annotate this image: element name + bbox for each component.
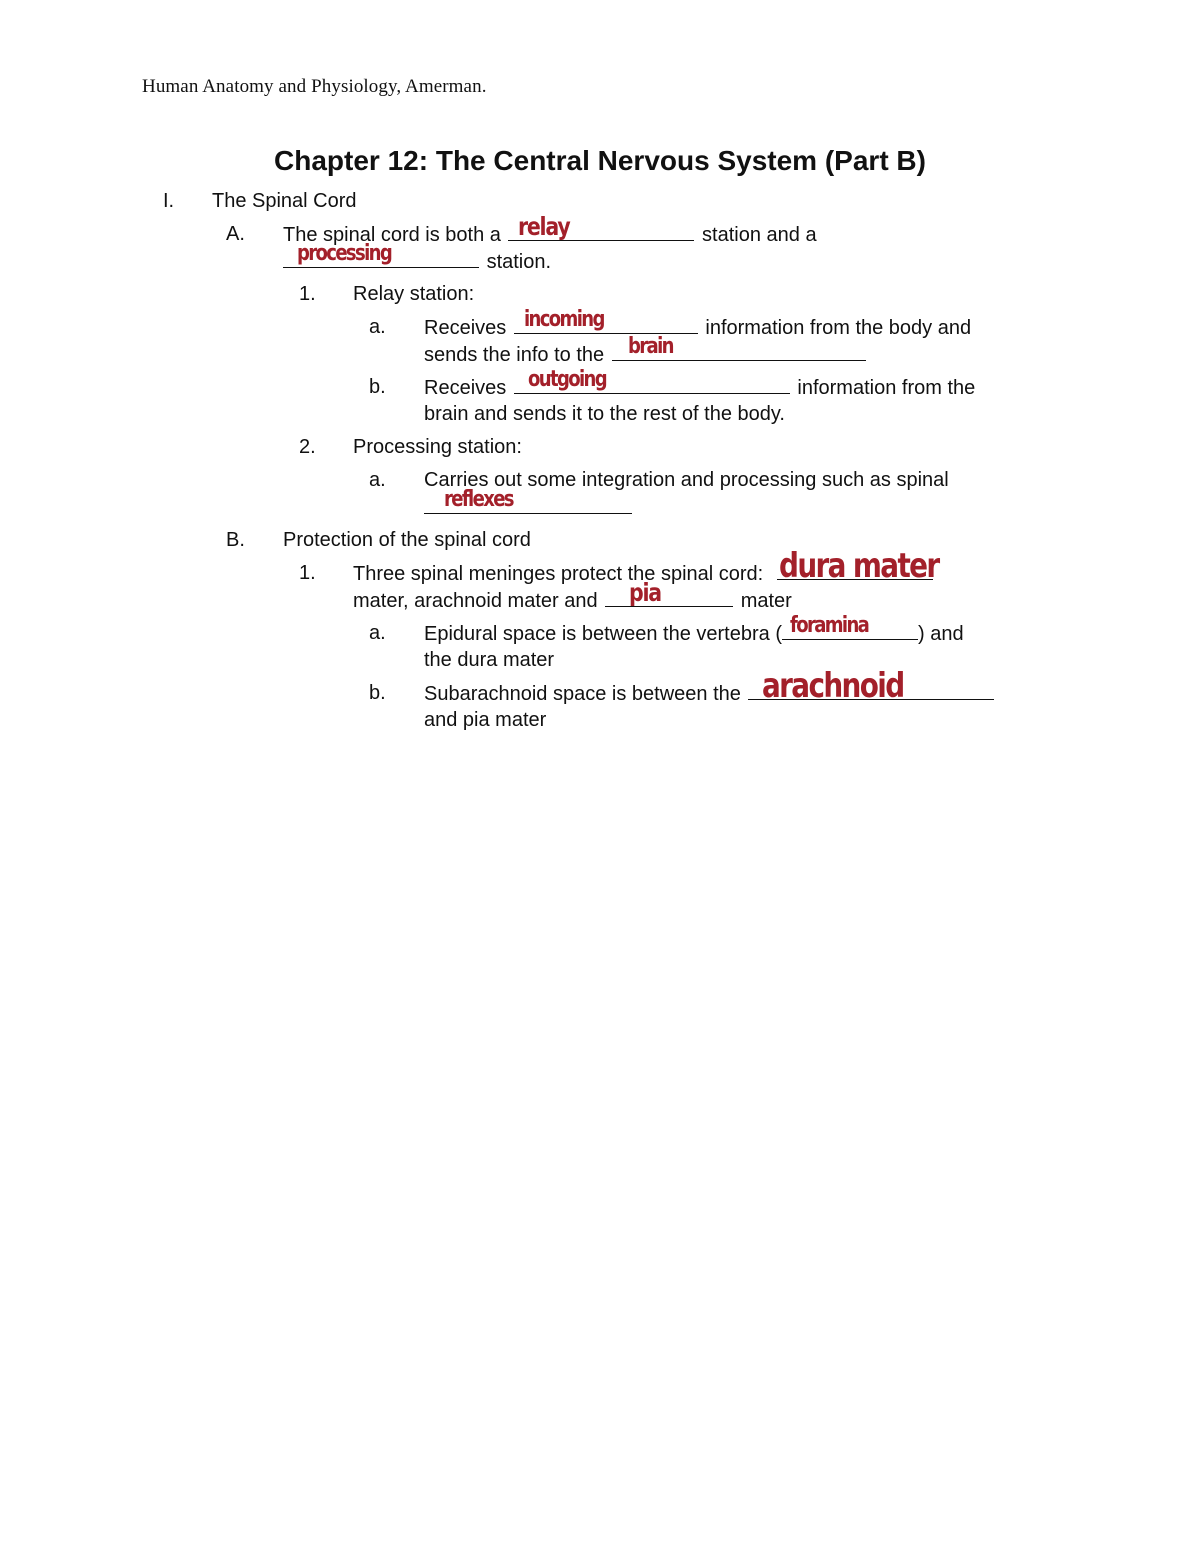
blank-processing[interactable] [283, 241, 479, 268]
item-A1a-line2 [424, 334, 868, 367]
item-A2a-line2 [424, 487, 634, 520]
item-B1b-text-pre: Subarachnoid space is between the [424, 683, 741, 705]
blank-reflexes[interactable] [424, 487, 632, 514]
blank-foramina[interactable] [782, 613, 918, 640]
answer-outgoing: outgoing [527, 367, 606, 392]
blank-incoming[interactable] [514, 307, 698, 334]
outline-marker-b: b. [369, 682, 386, 704]
item-A-text-mid: station and a [702, 224, 817, 246]
item-B1-text-l2a: mater, arachnoid mater and [353, 590, 598, 612]
blank-relay[interactable] [508, 212, 694, 241]
outline-marker-a: a. [369, 316, 386, 338]
item-B1a-line1 [424, 613, 964, 646]
item-A1b-text-post: information from the [797, 377, 976, 399]
answer-pia: pia [629, 578, 662, 607]
item-B1a-line2: the dura mater [424, 649, 555, 671]
item-A1a-text-post: information from the body and [705, 317, 972, 339]
outline-marker-I: I. [163, 190, 175, 212]
blank-arachnoid[interactable] [748, 666, 994, 706]
answer-brain: brain [627, 334, 673, 359]
answer-processing: processing [297, 241, 392, 266]
document-header: Human Anatomy and Physiology, Amerman. [142, 76, 487, 97]
answer-dura: dura mater [778, 546, 939, 586]
item-A-text-post: station. [486, 251, 552, 273]
answer-incoming: incoming [523, 307, 604, 332]
outline-marker-1: 1. [299, 562, 316, 584]
section-spinal-cord: The Spinal Cord [212, 190, 357, 212]
blank-pia[interactable] [605, 578, 733, 607]
item-B1b-line1 [424, 666, 996, 706]
item-B1a-text-pre: Epidural space is between the vertebra ( [424, 623, 782, 645]
item-A2: Processing station: [353, 436, 522, 458]
item-A1b-line1 [424, 367, 976, 400]
outline-marker-A: A. [226, 223, 245, 245]
outline-marker-b: b. [369, 376, 386, 398]
outline-marker-2: 2. [299, 436, 316, 458]
item-A-text-pre: The spinal cord is both a [283, 224, 501, 246]
blank-outgoing[interactable] [514, 367, 790, 394]
item-A1: Relay station: [353, 283, 475, 305]
item-A1a-text-pre: Receives [424, 317, 507, 339]
outline-marker-a: a. [369, 622, 386, 644]
item-A1a-line1 [424, 307, 972, 340]
item-A1b-line2: brain and sends it to the rest of the body. [424, 403, 785, 425]
item-A-line2 [283, 241, 552, 274]
blank-brain[interactable] [612, 334, 866, 361]
page-title: Chapter 12: The Central Nervous System (Part B) [274, 145, 926, 176]
item-A1b-text-pre: Receives [424, 377, 507, 399]
outline-marker-1: 1. [299, 283, 316, 305]
answer-arachnoid: arachnoid [762, 666, 904, 706]
item-B1-line2 [353, 578, 792, 613]
answer-reflexes: reflexes [444, 487, 513, 512]
item-B1a-text-post: ) and [917, 623, 964, 645]
answer-relay: relay [518, 212, 570, 241]
item-B1-text-pre: Three spinal meninges protect the spinal cord: [353, 563, 764, 585]
section-protection: Protection of the spinal cord [283, 529, 531, 551]
item-B1-text-l2b: mater [740, 590, 792, 612]
item-A2a-line1: Carries out some integration and processing such as spinal [424, 469, 949, 491]
item-B1b-line2: and pia mater [424, 709, 547, 731]
item-A1a-text-l2: sends the info to the [424, 344, 605, 366]
outline-marker-B: B. [226, 529, 245, 551]
outline-marker-a: a. [369, 469, 386, 491]
blank-dura[interactable] [777, 546, 939, 586]
answer-foramina: foramina [789, 613, 869, 638]
